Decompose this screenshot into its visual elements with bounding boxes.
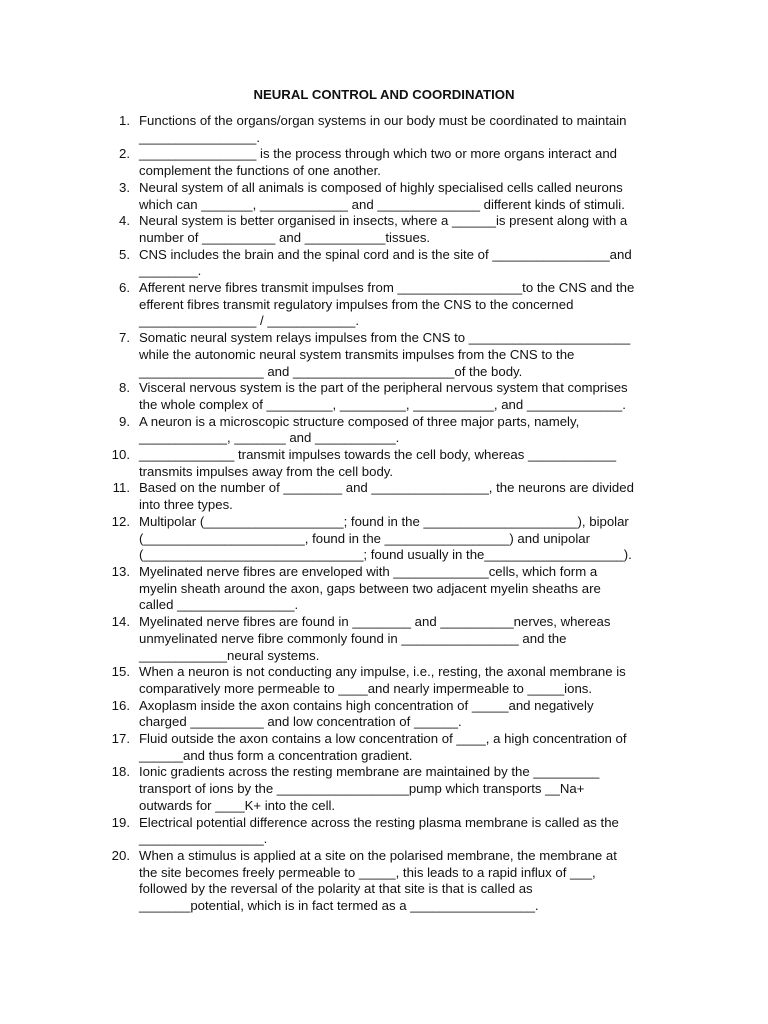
question-item (106, 414, 676, 447)
question-text-line: charged __________ and low concentration of ______. (139, 714, 462, 730)
question-number: 20. (111, 847, 130, 863)
question-item (106, 698, 676, 731)
question-text-line: When a stimulus is applied at a site on the polarised membrane, the membrane at (139, 847, 617, 863)
question-text-line: comparatively more permeable to ____and nearly impermeable to _____ions. (139, 680, 593, 696)
question-text-line: Neural system of all animals is composed of highly specialised cells called neurons (139, 179, 623, 195)
question-item (106, 180, 676, 213)
question-text-line: ________________ is the process through which two or more organs interact and (139, 146, 617, 162)
question-text-line: which can _______, ____________ and ______________ different kinds of stimuli. (139, 196, 625, 212)
question-text-line: Based on the number of ________ and ________________, the neurons are divided (139, 480, 634, 496)
question-list (106, 113, 676, 915)
question-text-line: _________________. (139, 831, 268, 847)
question-text-line: unmyelinated nerve fibre commonly found in ________________ and the (139, 630, 567, 646)
question-text-line: ________________. (139, 129, 261, 145)
question-text-line: complement the functions of one another. (139, 163, 381, 179)
question-item (106, 564, 676, 614)
question-number: 3. (119, 179, 130, 195)
page-title: NEURAL CONTROL AND COORDINATION (253, 87, 515, 102)
question-item (106, 247, 676, 280)
question-text-line: Ionic gradients across the resting membrane are maintained by the _________ (139, 764, 600, 780)
question-item (106, 514, 676, 564)
question-number: 4. (119, 213, 130, 229)
question-text-line: (______________________________; found usually in the___________________). (139, 547, 632, 563)
question-text-line: Afferent nerve fibres transmit impulses from _________________to the CNS and the (139, 280, 635, 296)
question-text-line: while the autonomic neural system transmits impulses from the CNS to the (139, 346, 575, 362)
question-item (106, 614, 676, 664)
question-text-line: Myelinated nerve fibres are found in ________ and __________nerves, whereas (139, 614, 611, 630)
question-text-line: outwards for ____K+ into the cell. (139, 797, 336, 813)
question-text-line: the site becomes freely permeable to _____, this leads to a rapid influx of ___, (139, 864, 596, 880)
question-text-line: Neural system is better organised in insects, where a ______is present along with a (139, 213, 628, 229)
question-item (106, 447, 676, 480)
question-number: 15. (111, 664, 130, 680)
question-text-line: Visceral nervous system is the part of the peripheral nervous system that comprises (139, 380, 628, 396)
question-text-line: Axoplasm inside the axon contains high concentration of _____and negatively (139, 697, 594, 713)
question-text-line: Multipolar (___________________; found in the _____________________), bipolar (139, 513, 629, 529)
question-text-line: number of __________ and ___________tissues. (139, 229, 431, 245)
question-item (106, 280, 676, 330)
question-text-line: ________. (139, 263, 202, 279)
question-number: 11. (112, 480, 130, 496)
question-number: 17. (111, 731, 130, 747)
question-item (106, 731, 676, 764)
question-text-line: the whole complex of _________, _________, ___________, and _____________. (139, 396, 626, 412)
question-text-line: Electrical potential difference across the resting plasma membrane is called as the (139, 814, 619, 830)
question-number: 9. (119, 413, 130, 429)
question-text-line: followed by the reversal of the polarity at that site is that is called as (139, 881, 533, 897)
question-item (106, 848, 676, 915)
question-text-line: efferent fibres transmit regulatory impulses from the CNS to the concerned (139, 296, 574, 312)
question-text-line: ____________neural systems. (139, 647, 320, 663)
question-text-line: (______________________, found in the _________________) and unipolar (139, 530, 590, 546)
question-item (106, 113, 676, 146)
question-text-line: transport of ions by the __________________pump which transports __Na+ (139, 781, 585, 797)
question-text-line: Fluid outside the axon contains a low concentration of ____, a high concentration of (139, 731, 627, 747)
question-text-line: _____________ transmit impulses towards the cell body, whereas ____________ (139, 447, 617, 463)
question-number: 1. (119, 113, 130, 128)
question-number: 7. (119, 330, 130, 346)
question-text-line: _________________ and ______________________of the body. (139, 363, 523, 379)
question-text-line: transmits impulses away from the cell body. (139, 463, 394, 479)
question-number: 16. (111, 697, 130, 713)
question-item (106, 380, 676, 413)
question-text-line: CNS includes the brain and the spinal cord and is the site of ________________and (139, 246, 632, 262)
question-item (106, 815, 676, 848)
question-item (106, 330, 676, 380)
question-item (106, 146, 676, 179)
question-number: 5. (119, 246, 130, 262)
question-number: 6. (119, 280, 130, 296)
question-text-line: Somatic neural system relays impulses from the CNS to ______________________ (139, 330, 631, 346)
question-text-line: When a neuron is not conducting any impulse, i.e., resting, the axonal membrane is (139, 664, 626, 680)
question-number: 8. (119, 380, 130, 396)
question-text-line: into three types. (139, 497, 233, 513)
question-item (106, 664, 676, 697)
question-number: 12. (111, 513, 130, 529)
question-text-line: A neuron is a microscopic structure composed of three major parts, namely, (139, 413, 580, 429)
question-number: 2. (119, 146, 130, 162)
question-text-line: myelin sheath around the axon, gaps between two adjacent myelin sheaths are (139, 580, 601, 596)
question-text-line: _______potential, which is in fact termed as a _________________. (139, 898, 539, 914)
question-text-line: ______and thus form a concentration gradient. (139, 747, 413, 763)
question-number: 18. (111, 764, 130, 780)
question-text-line: ________________ / ____________. (139, 313, 360, 329)
question-item (106, 213, 676, 246)
question-text-line: Myelinated nerve fibres are enveloped with _____________cells, which form a (139, 563, 598, 579)
question-number: 13. (111, 563, 130, 579)
question-item (106, 480, 676, 513)
question-number: 10. (111, 447, 130, 463)
question-number: 14. (111, 614, 130, 630)
question-text-line: Functions of the organs/organ systems in our body must be coordinated to maintain (139, 113, 627, 128)
question-text-line: called ________________. (139, 597, 299, 613)
question-text-line: ____________, _______ and ___________. (139, 430, 400, 446)
question-number: 19. (111, 814, 130, 830)
question-item (106, 764, 676, 814)
